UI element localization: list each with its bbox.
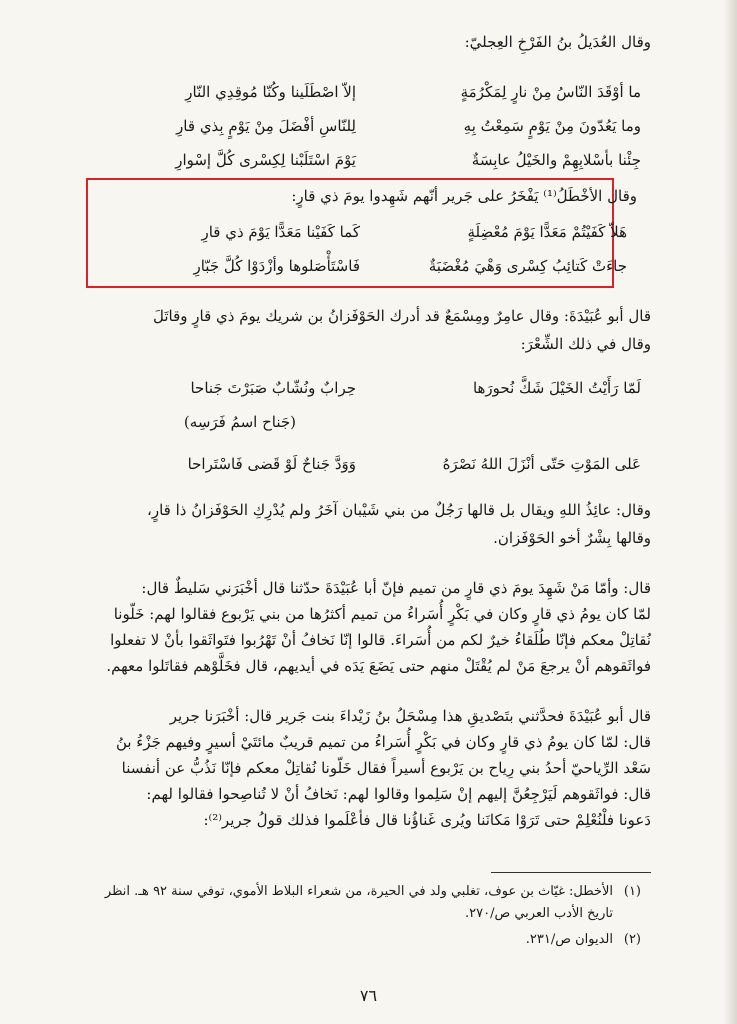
verse-3-right: جِئْنا بأسْلابِهِمْ والخَيْلُ عابِسَةٌ (471, 151, 641, 169)
footnote-1-line-1: الأخطل: غيّاث بن عوف، تغلبي ولد في الحيرة، من شعراء البلاط الأموي، توفي سنة ٩٢ هـ. انظر (104, 884, 613, 899)
verse-1-right: ما أوْقَدَ النّاسُ مِنْ نارٍ لِمَكْرُمَةٍ (460, 83, 641, 101)
boxed-verse-2-right: جاءَتْ كَتائِبُ كِسْرى وَهْيَ مُغْضَبَةٌ (428, 257, 627, 275)
boxed-verse-2-left: فَاسْتَأْصَلوها وأزْدَوْا كُلَّ جَبّارِ (193, 257, 360, 275)
verse-2-right: وما يَعُدّونَ مِنْ يَوْمٍ سَمِعْتُ بِهِ (463, 117, 641, 135)
boxed-intro: وقال الأخْطَلُ⁽¹⁾ يَفْخَرُ على جَرير أنّهم شَهِدوا يومَ ذي قارٍ: (291, 187, 637, 205)
para-2-line-2: وقالها بِشْرٌ أخو الحَوْفَزان. (493, 529, 651, 547)
para-3-line-3: نُقاتِلْ معكم فإنّا طُلَقاءُ خيرٌ لكم من أُسَراءَ. قالوا إنّا نَخافُ أنْ تَهْرُبوا فتَواثَقوا بأنْ لا تفعلوا (110, 631, 651, 649)
para-4-line-5: دَعونا فلْنُعْلِمْ حتى تَرَوْا مَكانَنا ويُرى غَناؤُنا قال فأعْلَموا فذلك قولُ جرير⁽²⁾: (203, 811, 651, 829)
footnote-2-number: (٢) (623, 932, 641, 947)
para-4-line-1: قال أبو عُبَيْدَةَ فحدَّثني بتَصْديقِ هذا مِسْحَلُ بنُ زَيْداءَ بنت جَرير قال: أخْبَرَنا جرير (169, 707, 651, 725)
para-3-line-2: لمّا كان يومُ ذي قارٍ وكان في بَكْرٍ أُسَراءُ من تميم أكثرُها من بني يَرْبوع فقالوا لهم: خَلّونا (113, 605, 651, 623)
verse-note: (جَناح اسمُ فَرَسِه) (183, 413, 296, 431)
footnote-1-line-2: تاريخ الأدب العربي ص/٢٧٠. (465, 906, 613, 921)
para-1-line-2: وقال في ذلك الشِّعْرَ: (520, 335, 651, 353)
intro-line: وقال العُدَيلُ بنُ الفَرْخِ العِجليّ: (464, 33, 651, 51)
para-1-line-1: قال أبو عُبَيْدَةَ: وقال عامِرٌ ومِسْمَعٌ قد أدرك الحَوْفَزانُ بن شريك يومَ ذي قارٍ وقاتَلَ (153, 307, 651, 325)
verse-2-left: لِلنّاسِ أفْضَلَ مِنْ يَوْمٍ بِذي قارِ (176, 117, 356, 135)
page-number: ٧٦ (359, 986, 378, 1005)
para-3-line-1: قال: وأمّا مَنْ شَهِدَ يومَ ذي قارٍ من تميم فإنّ أبا عُبَيْدَةَ حدّثنا قال أخْبَرَني سَليطٌ قال: (141, 579, 651, 597)
para-2-line-1: وقال: عائِذُ اللهِ ويقال بل قالها رَجُلٌ من بني شَيْبان آخَرُ ولم يُدْرِكِ الحَوْفَزانُ ذا قارٍ، (147, 501, 651, 519)
footnote-2-line-1: الديوان ص/٢٣١. (525, 932, 613, 947)
boxed-verse-1-right: هَلاّ كَفَيْتُمْ مَعَدًّا يَوْمَ مُعْضِلَةٍ (467, 223, 627, 241)
verse-4-right: لَمّا رَأَيْتُ الخَيْلَ شَكَّ نُحورَها (472, 379, 641, 397)
verse-3-left: يَوْمَ اسْتَلَبْنا لِكِسْرى كُلَّ إسْوارِ (175, 151, 356, 169)
para-4-line-2: قال: لمّا كان يومُ ذي قارٍ وكان في بَكْرٍ أُسَراءُ من تميم قريبٌ مائتَيْ أسيرٍ وفيهم جَزْءُ بنُ (115, 733, 651, 751)
boxed-verse-1-left: كَما كَفَيْنا مَعَدًّا يَوْمَ ذي قارِ (201, 223, 360, 241)
footnote-1-number: (١) (623, 884, 641, 899)
verse-5-left: وَوَدَّ جَناحٌ لَوْ قَضى فَاسْتَراحا (187, 455, 356, 473)
para-3-line-4: فواثَقوهم أنْ يرجعَ مَنْ لم يُقْتَلْ منهم حتى يَضَعَ يَدَه في أيديهم، قال فخَلَّوْهم فقاتَلوا معهم. (106, 657, 651, 675)
verse-5-right: عَلى المَوْتِ حَتّى أنْزَلَ اللهُ نَصْرَهُ (442, 455, 641, 473)
verse-4-left: حِرابٌ ونُشّابٌ صَبَرْتَ جَناحا (190, 379, 356, 397)
verse-1-left: إلاّ اصْطَلَينا وكُنّا مُوقِدِي النّارِ (185, 83, 356, 101)
para-4-line-3: سَعْد الرِّياحيّ أحدُ بني رِياح بن يَرْبوع أسيراً فقال خَلّونا نُقاتِلْ معكم فإنّا نَذُبُّ عن أنفسنا (121, 759, 651, 777)
footnote-divider (491, 872, 651, 873)
para-4-line-4: قال: فواثَقوهم لَيَرْجِعُنَّ إليهم إنْ سَلِموا وقالوا لهم: نَخافُ أنْ لا تُناصِحوا فقالوا لهم: (146, 785, 651, 803)
scan-shadow (723, 0, 737, 1024)
